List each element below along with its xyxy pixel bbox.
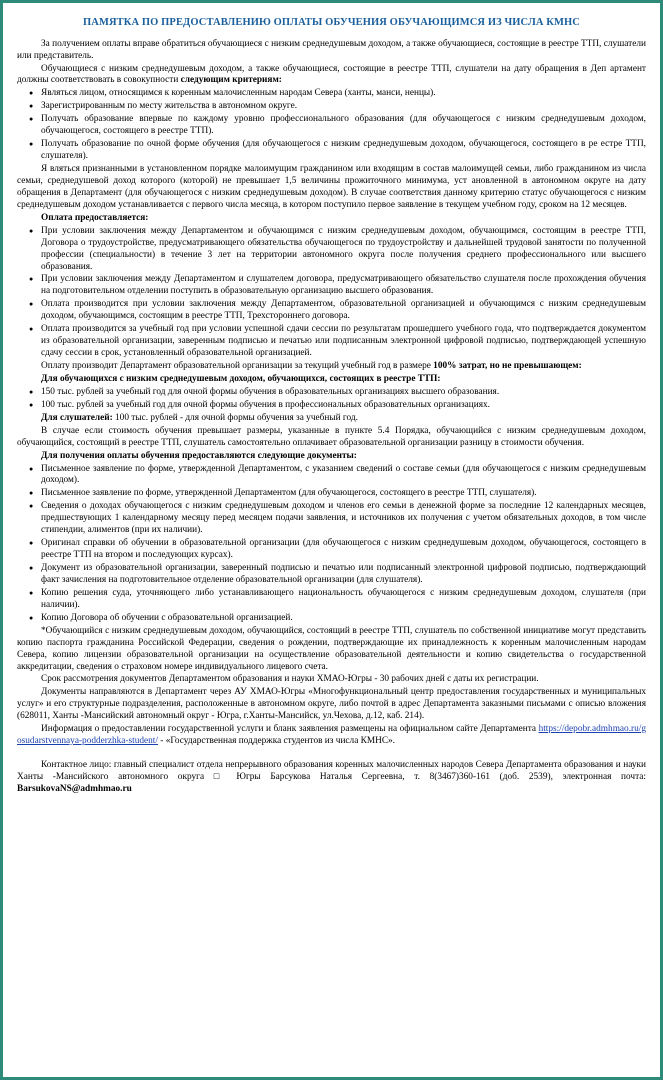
list-item bbox=[17, 588, 646, 612]
paragraph-info-link bbox=[17, 724, 646, 748]
list-item-text: Копию решения суда, уточняющего либо устанавливающего национальность обучающегося с низким среднедушевым доходом, слушателя (при наличии). bbox=[41, 587, 646, 610]
list-item bbox=[17, 400, 646, 412]
list-item bbox=[17, 101, 646, 113]
list-item-text: При условии заключения между Департаментом и слушателем договора, предусматривающего обязательство слушателя после прохождения обучения на подготовительном отделении поступить в образовательную организацию высшего образования. bbox=[41, 274, 646, 297]
paragraph-review-term: Срок рассмотрения документов Департаментом образования и науки ХМАО-Югры - 30 рабочих дней с даты их регистрации. bbox=[41, 674, 539, 685]
list-item-text: Зарегистрированным по месту жительства в автономном округе. bbox=[41, 101, 298, 112]
paragraph-payment-amount bbox=[17, 361, 646, 373]
list-item-text: Документ из образовательной организации, заверенный подписью и печатью или подписанный электронной цифровой подписью, подтверждающий факт зачисления на подготовительное отделение образовательной организации (для слушателя). bbox=[41, 563, 646, 585]
bullet-icon: ● bbox=[29, 325, 34, 334]
bullet-icon: ● bbox=[29, 226, 34, 235]
list-item bbox=[17, 139, 646, 163]
list-item bbox=[17, 613, 646, 625]
department-site-link[interactable]: https://depobr.admhmao.ru/gosudarstvennaya-podderzhka-student/ bbox=[17, 724, 646, 747]
list-item-text: Оригинал справки об обучении в образовательной организации (для обучающегося с низким среднедушевым доходом, обучающегося, состоящего в реестре ТТП на втором и последующих курсах). bbox=[41, 538, 646, 561]
bullet-icon: ● bbox=[29, 564, 34, 573]
contact-lead-text: Контактное лицо: главный специалист отдела непрерывного образования коренных малочисленных народов Севера Департамента образования и науки Ханты -Мансийского автономного округа □ Югры Барсукова Наталья Сергеевна, т. 8(3467)360-161 (доб. 2539), электронная почта: bbox=[17, 760, 646, 783]
section-heading-for-students bbox=[17, 374, 646, 386]
list-item bbox=[17, 563, 646, 587]
criteria-intro-bold: следующим критериям: bbox=[180, 75, 282, 86]
list-item-text: Получать образование по очной форме обучения (для обучающегося с низким среднедушевым доходом, обучающегося, состоящего в ре естре ТТП, слушателя). bbox=[41, 139, 646, 162]
list-item bbox=[17, 538, 646, 562]
list-item-text: При условии заключения между Департаментом и обучающимся с низким среднедушевым доходом, обучающимся, состоящим в реестре ТТП, Договора о трудоустройстве, предусматривающего обязательства обучающегося по трудоустройству и дальнейшей трудовой занятости по полученной профессии (специальности) в течение 3 лет на территории автономного округа после получения среднего профессионального или высшего образования. bbox=[41, 225, 646, 272]
list-item bbox=[17, 324, 646, 360]
list-item-text: Письменное заявление по форме, утвержденной Департаментом (для обучающегося, состоящего в реестре ТТП, слушателя). bbox=[41, 488, 537, 499]
list-item-text: Оплата производится при условии заключения между Департаментом, образовательной организацией и обучающимся с низким среднедушевым доходом, обучающимся, состоящим в реестре ТТП, Трехстороннего договора. bbox=[41, 299, 646, 322]
payment-amount-bold: 100% затрат, но не превышающем: bbox=[433, 361, 582, 372]
section-heading-for-listeners bbox=[17, 413, 646, 425]
list-item-text: Письменное заявление по форме, утвержденной Департаментом, с указанием сведений о составе семьи (для обучающегося с низким среднедушевым доходом). bbox=[41, 463, 646, 486]
list-item-text: Оплата производится за учебный год при условии успешной сдачи сессии по результатам прошедшего учебного года, что подтверждается документом из образовательной организации, заверенным подписью и печатью или подписанным электронной цифровой подписью, подтверждающей успешную сдачу сессии в срок, установленный образовательной организацией. bbox=[41, 324, 646, 359]
section-heading-text: Для обучающихся с низким среднедушевым доходом, обучающихся, состоящих в реестре ТТП: bbox=[41, 373, 441, 384]
list-item-text: Копию Договора об обучении с образовательной организацией. bbox=[41, 612, 293, 623]
section-heading-text: Для слушателей: bbox=[41, 412, 113, 423]
bullet-icon: ● bbox=[29, 588, 34, 597]
list-item-text: 150 тыс. рублей за учебный год для очной формы обучения в образовательных организациях высшего образования. bbox=[41, 386, 500, 397]
list-item-text: Получать образование впервые по каждому уровню профессионального образования (для обучающегося с низким среднедушевым доходом, обучающегося, состоящего в реестре ТТП). bbox=[41, 114, 646, 137]
bullet-icon: ● bbox=[29, 489, 34, 498]
list-item bbox=[17, 226, 646, 274]
list-item bbox=[17, 488, 646, 500]
paragraph-cost-difference: В случае если стоимость обучения превышает размеры, указанные в пункте 5.4 Порядка, обучающийся с низким среднедушевым доходом, обучающийся, состоящий в реестре ТТП, слушатель самостоятельно оплачивает образовательной организации разницу в стоимости обучения. bbox=[17, 425, 646, 448]
paragraph-footnote: *Обучающийся с низким среднедушевым доходом, обучающийся, состоящий в реестре ТТП, слушатель по собственной инициативе могут представить копию паспорта гражданина Российской Федерации, сведения о рождении, подтверждающие их принадлежность к коренным малочисленным народам Севера, копию лицензии образовательной организации на осуществление образовательной деятельности и копию свидетельства о государственной аккредитации, сведения о страховом номере индивидуального лицевого счета. bbox=[17, 625, 646, 672]
bullet-icon: ● bbox=[29, 300, 34, 309]
list-item-text: 100 тыс. рублей за учебный год для очной формы обучения в профессиональных образовательных организациях. bbox=[41, 399, 490, 410]
list-item-text: Сведения о доходах обучающегося с низким среднедушевым доходом и членов его семьи в денежной форме за последние 12 календарных месяцев, предшествующих 1 календарному месяцу перед месяцем подачи заявления, и источников их получения с учетом обязательных доходов, в том числе стипендии, алиментов (при их наличии). bbox=[41, 501, 646, 536]
list-item bbox=[17, 387, 646, 399]
paragraph-criteria-intro bbox=[17, 64, 646, 88]
list-item bbox=[17, 88, 646, 100]
bullet-icon: ● bbox=[29, 539, 34, 548]
list-item bbox=[17, 274, 646, 298]
bullet-icon: ● bbox=[29, 102, 34, 111]
bullet-icon: ● bbox=[29, 464, 34, 473]
criteria-intro-text: Обучающиеся с низким среднедушевым доходом, а также обучающиеся, состоящие в реестре ТТП, слушатели на дату обращения в Деп артамент должны соответствовать в совокупности bbox=[17, 63, 646, 86]
section-heading-payment-provided bbox=[17, 213, 646, 225]
bullet-icon: ● bbox=[29, 115, 34, 124]
section-heading-tail: 100 тыс. рублей - для очной формы обучения за учебный год. bbox=[112, 412, 358, 423]
info-lead-text: Информация о предоставлении государственной услуги и бланк заявления размещены на официальном сайте Департамента bbox=[41, 724, 539, 735]
info-tail-text: - «Государственная поддержка студентов из числа КМНС». bbox=[157, 736, 395, 747]
bullet-icon: ● bbox=[29, 502, 34, 511]
list-item bbox=[17, 114, 646, 138]
bullet-icon: ● bbox=[29, 387, 34, 396]
payment-amount-text: Оплату производит Департамент образовательной организации за текущий учебный год в размере bbox=[41, 361, 434, 372]
contact-email[interactable]: BarsukovaNS@admhmao.ru bbox=[17, 783, 132, 794]
list-item-text: Являться лицом, относящимся к коренным малочисленным народам Севера (ханты, манси, ненцы). bbox=[41, 88, 436, 99]
bullet-icon: ● bbox=[29, 89, 34, 98]
page-title: ПАМЯТКА ПО ПРЕДОСТАВЛЕНИЮ ОПЛАТЫ ОБУЧЕНИЯ ОБУЧАЮЩИМСЯ ИЗ ЧИСЛА КМНС bbox=[83, 17, 580, 28]
bullet-icon: ● bbox=[29, 140, 34, 149]
bullet-icon: ● bbox=[29, 613, 34, 622]
bullet-icon: ● bbox=[29, 400, 34, 409]
section-heading-text: Для получения оплаты обучения предоставляются следующие документы: bbox=[41, 450, 357, 461]
paragraph-low-income-criterion: Я вляться признанными в установленном порядке малоимущим гражданином или входящим в состав малоимущей семьи, либо гражданином из числа семьи, среднедушевой доход которого (которой) не превышает 1,5 величины прожиточного минимума, уст ановленной в автономном округе на дату обращения в Департамент (для обучающегося с низким среднедушевым доходом). В случае соответствия данному критерию статус обучающегося с низким среднедушевым доходом устанавливается с первого числа месяца, в котором поступило первое заявление в текущем учебном году, сроком на 12 месяцев. bbox=[17, 164, 646, 210]
paragraph-submission-address: Документы направляются в Департамент через АУ ХМАО-Югры «Многофункциональный центр предоставления государственных и муниципальных услуг» и его структурные подразделения, расположенные в автономном округе, либо почтой в адрес Департамента заказными письмами с описью вложения (628011, Ханты -Мансийский автономный округ - Югра, г.Ханты-Мансийск, ул.Чехова, д.12, каб. 214). bbox=[17, 687, 646, 722]
document-body bbox=[3, 3, 660, 805]
list-item bbox=[17, 464, 646, 488]
list-item bbox=[17, 299, 646, 323]
paragraph-intro: За получением оплаты вправе обратиться обучающиеся с низким среднедушевым доходом, а также обучающиеся, состоящие в реестре ТТП, слушатели или представитель. bbox=[17, 38, 646, 61]
section-heading-text: Оплата предоставляется: bbox=[41, 212, 149, 223]
section-heading-documents bbox=[17, 451, 646, 463]
list-item bbox=[17, 501, 646, 537]
paragraph-contact bbox=[17, 760, 646, 796]
bullet-icon: ● bbox=[29, 275, 34, 284]
